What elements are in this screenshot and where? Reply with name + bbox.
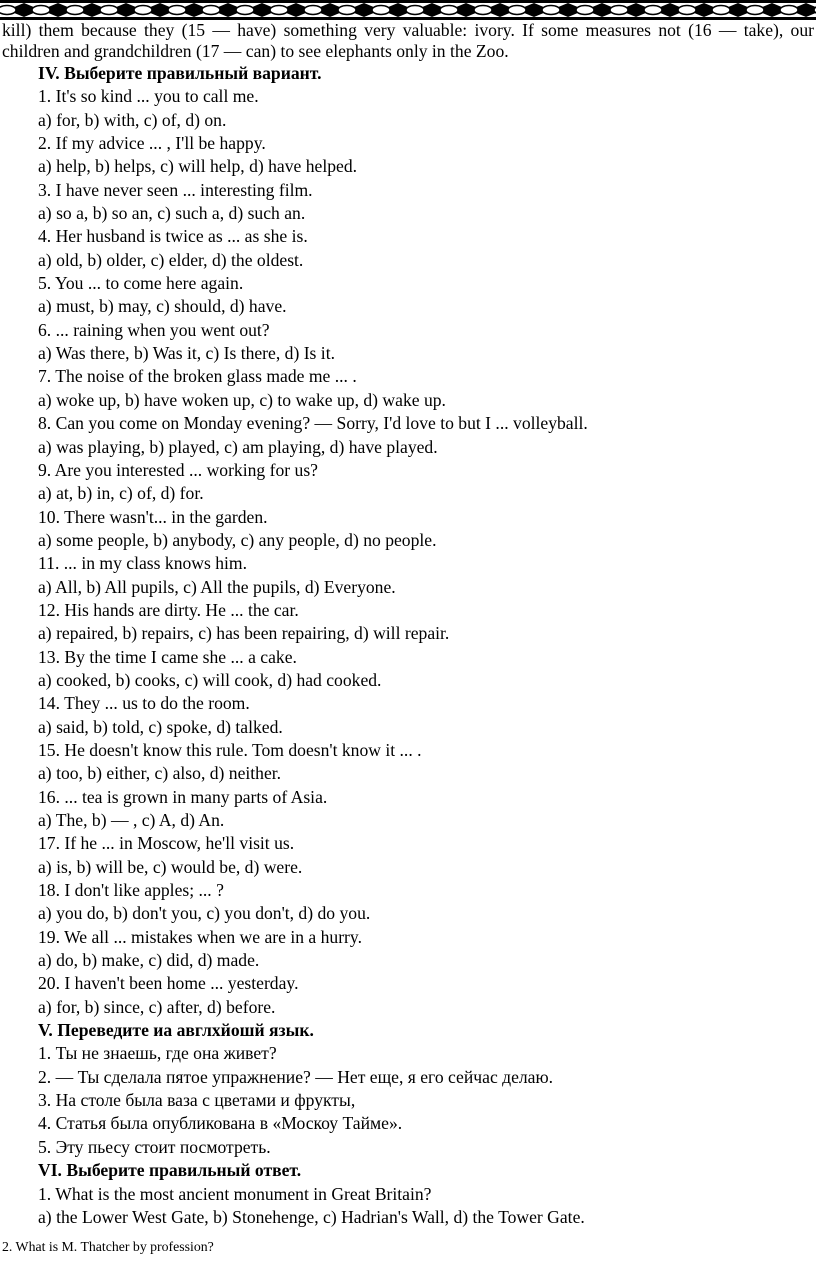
text-line: 4. Статья была опубликована в «Москоу Тайме». (38, 1113, 403, 1134)
text-line: 14. They ... us to do the room. (38, 693, 250, 714)
document-lines (0, 62, 816, 1229)
section-heading: V. Переведите иа авглхйошй язык. (38, 1020, 314, 1041)
text-line: 20. I haven't been home ... yesterday. (38, 973, 299, 994)
text-line: 17. If he ... in Moscow, he'll visit us. (38, 833, 295, 854)
text-line: 15. He doesn't know this rule. Tom doesn't know it ... . (38, 739, 422, 760)
text-line: 16. ... tea is grown in many parts of Asia. (38, 786, 328, 807)
text-line: a) must, b) may, c) should, d) have. (38, 296, 287, 317)
text-line: 1. Ты не знаешь, где она живет? (38, 1043, 277, 1064)
text-line: 5. You ... to come here again. (38, 273, 244, 294)
text-line: a) The, b) — , c) A, d) An. (38, 810, 225, 830)
text-line: 9. Are you interested ... working for us? (38, 459, 318, 480)
text-line: 2. If my advice ... , I'll be happy. (38, 133, 266, 154)
text-line: a) Was there, b) Was it, c) Is there, d) Is it. (38, 343, 335, 364)
text-line: 11. ... in my class knows him. (38, 553, 248, 574)
text-line: a) so a, b) so an, c) such a, d) such an. (38, 203, 306, 224)
text-line: 6. ... raining when you went out? (38, 319, 270, 340)
text-line: 10. There wasn't... in the garden. (38, 506, 268, 527)
text-line: a) the Lower West Gate, b) Stonehenge, c) Hadrian's Wall, d) the Tower Gate. (38, 1206, 585, 1227)
text-line: a) too, b) either, c) also, d) neither. (38, 763, 282, 784)
text-line: a) some people, b) anybody, c) any people, d) no people. (38, 529, 437, 550)
text-line: 1. What is the most ancient monument in Great Britain? (38, 1183, 432, 1204)
text-line: a) repaired, b) repairs, c) has been repairing, d) will repair. (38, 623, 450, 644)
section-heading: IV. Выберите правильный вариант. (38, 63, 322, 83)
document-page (0, 20, 816, 1229)
text-line: a) for, b) with, c) of, d) on. (38, 109, 227, 130)
text-line: a) was playing, b) played, c) am playing, d) have played. (38, 436, 438, 457)
text-line: 3. I have never seen ... interesting film. (38, 179, 313, 200)
text-line: a) at, b) in, c) of, d) for. (38, 483, 204, 504)
text-line: a) woke up, b) have woken up, c) to wake up, d) wake up. (38, 389, 446, 410)
text-line: a) said, b) told, c) spoke, d) talked. (38, 716, 283, 737)
text-line: a) old, b) older, c) elder, d) the oldest. (38, 249, 304, 270)
text-line: 2. — Ты сделала пятое упражнение? — Нет еще, я его сейчас делаю. (38, 1066, 554, 1087)
text-line: 5. Эту пьесу стоит посмотреть. (38, 1136, 271, 1157)
text-line: a) All, b) All pupils, c) All the pupils, d) Everyone. (38, 576, 396, 597)
text-line: 1. It's so kind ... you to call me. (38, 86, 259, 107)
text-line: 4. Her husband is twice as ... as she is. (38, 226, 308, 247)
text-line: a) cooked, b) cooks, c) will cook, d) had cooked. (38, 669, 382, 690)
text-line: 7. The noise of the broken glass made me ... . (38, 366, 357, 387)
section-heading: VI. Выберите правильный ответ. (38, 1160, 302, 1181)
text-line: 13. By the time I came she ... a cake. (38, 646, 297, 667)
footer-question: 2. What is M. Thatcher by profession? (2, 1239, 214, 1254)
text-line: a) do, b) make, c) did, d) made. (38, 950, 260, 971)
text-line: a) you do, b) don't you, c) you don't, d) do you. (38, 903, 371, 924)
text-line: 3. На столе была ваза с цветами и фрукты, (38, 1090, 356, 1111)
text-line: 19. We all ... mistakes when we are in a hurry. (38, 926, 362, 947)
text-line: a) for, b) since, c) after, d) before. (38, 996, 276, 1017)
border-pattern-icon (0, 0, 816, 22)
decorative-border (0, 0, 816, 22)
text-line: a) help, b) helps, c) will help, d) have helped. (38, 156, 358, 177)
text-line: 8. Can you come on Monday evening? — Sorry, I'd love to but I ... volleyball. (38, 413, 588, 434)
text-line: 18. I don't like apples; ... ? (38, 880, 224, 901)
text-line: a) is, b) will be, c) would be, d) were. (38, 856, 303, 877)
intro-paragraph: kill) them because they (15 — have) something very valuable: ivory. If some measures not (16 — take), our children and grandchildren (17 — can) to see elephants only in the Zoo. (2, 20, 814, 61)
text-line: 12. His hands are dirty. He ... the car. (38, 599, 299, 620)
